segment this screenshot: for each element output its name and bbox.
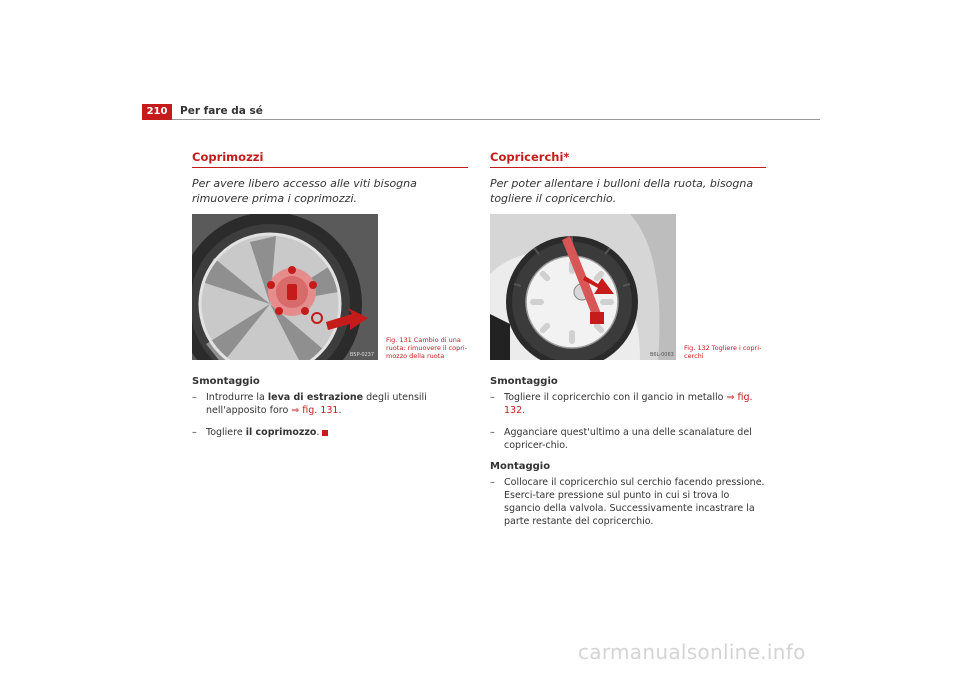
item-emphasis: leva di estrazione bbox=[267, 392, 364, 403]
subhead-smontaggio: Smontaggio bbox=[192, 376, 260, 387]
item-text: Agganciare quest'ultimo a una delle scanalature del copricer-chio. bbox=[504, 427, 752, 451]
section-lead: Per poter allentare i bulloni della ruota, bisogna togliere il copricerchio. bbox=[490, 177, 754, 205]
item-text: . bbox=[316, 427, 320, 438]
item-text: . bbox=[338, 405, 342, 416]
watermark: carmanualsonline.info bbox=[578, 640, 806, 664]
figure-132 bbox=[490, 214, 766, 362]
section-rule bbox=[490, 167, 766, 168]
list-dash: – bbox=[490, 477, 495, 488]
running-header: Per fare da sé bbox=[180, 105, 263, 117]
list-item bbox=[490, 476, 766, 528]
item-text: degli utensili nell'apposito foro bbox=[206, 392, 427, 416]
item-text: . bbox=[522, 405, 526, 416]
item-emphasis: il coprimozzo bbox=[245, 427, 317, 438]
list-dash: – bbox=[192, 392, 197, 403]
section-copricerchi bbox=[490, 150, 766, 537]
header-rule bbox=[172, 119, 820, 120]
page-number: 210 bbox=[142, 104, 172, 120]
section-lead: Per avere libero accesso alle viti bisogna rimuovere prima i coprimozzi. bbox=[192, 177, 417, 205]
list-item bbox=[192, 426, 468, 439]
wheel-hubcap-illustration bbox=[192, 214, 378, 360]
figure-reference-link[interactable]: ⇒ fig. 131 bbox=[291, 405, 339, 416]
section-coprimozzi bbox=[192, 150, 468, 448]
section-title: Coprimozzi bbox=[192, 150, 264, 164]
item-text: Introdurre la bbox=[206, 392, 268, 403]
list-item bbox=[192, 391, 468, 417]
list-item bbox=[490, 391, 766, 417]
figure-code: B6L-0063 bbox=[650, 352, 674, 358]
item-text: Collocare il copricerchio sul cerchio facendo pressione. Eserci-tare pressione sul punto in cui si trova lo sgancio della valvola. Successivamente incastrare la parte restante del copricerchio. bbox=[504, 477, 765, 527]
figure-131 bbox=[192, 214, 468, 362]
figure-code: B5P-0237 bbox=[350, 352, 375, 358]
subhead-smontaggio: Smontaggio bbox=[490, 376, 558, 387]
list-dash: – bbox=[490, 392, 495, 403]
list-dash: – bbox=[192, 427, 197, 438]
item-text: Togliere il copricerchio con il gancio in metallo bbox=[504, 392, 727, 403]
wheel-cover-illustration bbox=[490, 214, 676, 360]
list-item bbox=[490, 426, 766, 452]
figure-caption: Fig. 131 Cambio di una ruota: rimuovere il copri-mozzo della ruota bbox=[386, 336, 468, 360]
section-rule bbox=[192, 167, 468, 168]
list-dash: – bbox=[490, 427, 495, 438]
item-text: Togliere bbox=[206, 427, 246, 438]
figure-caption: Fig. 132 Togliere i copri-cerchi bbox=[684, 344, 762, 360]
subhead-montaggio: Montaggio bbox=[490, 461, 551, 472]
figure-reference-link[interactable]: ⇒ fig. 132 bbox=[504, 392, 753, 416]
section-end-icon bbox=[322, 430, 328, 436]
section-title: Copricerchi* bbox=[490, 150, 570, 164]
